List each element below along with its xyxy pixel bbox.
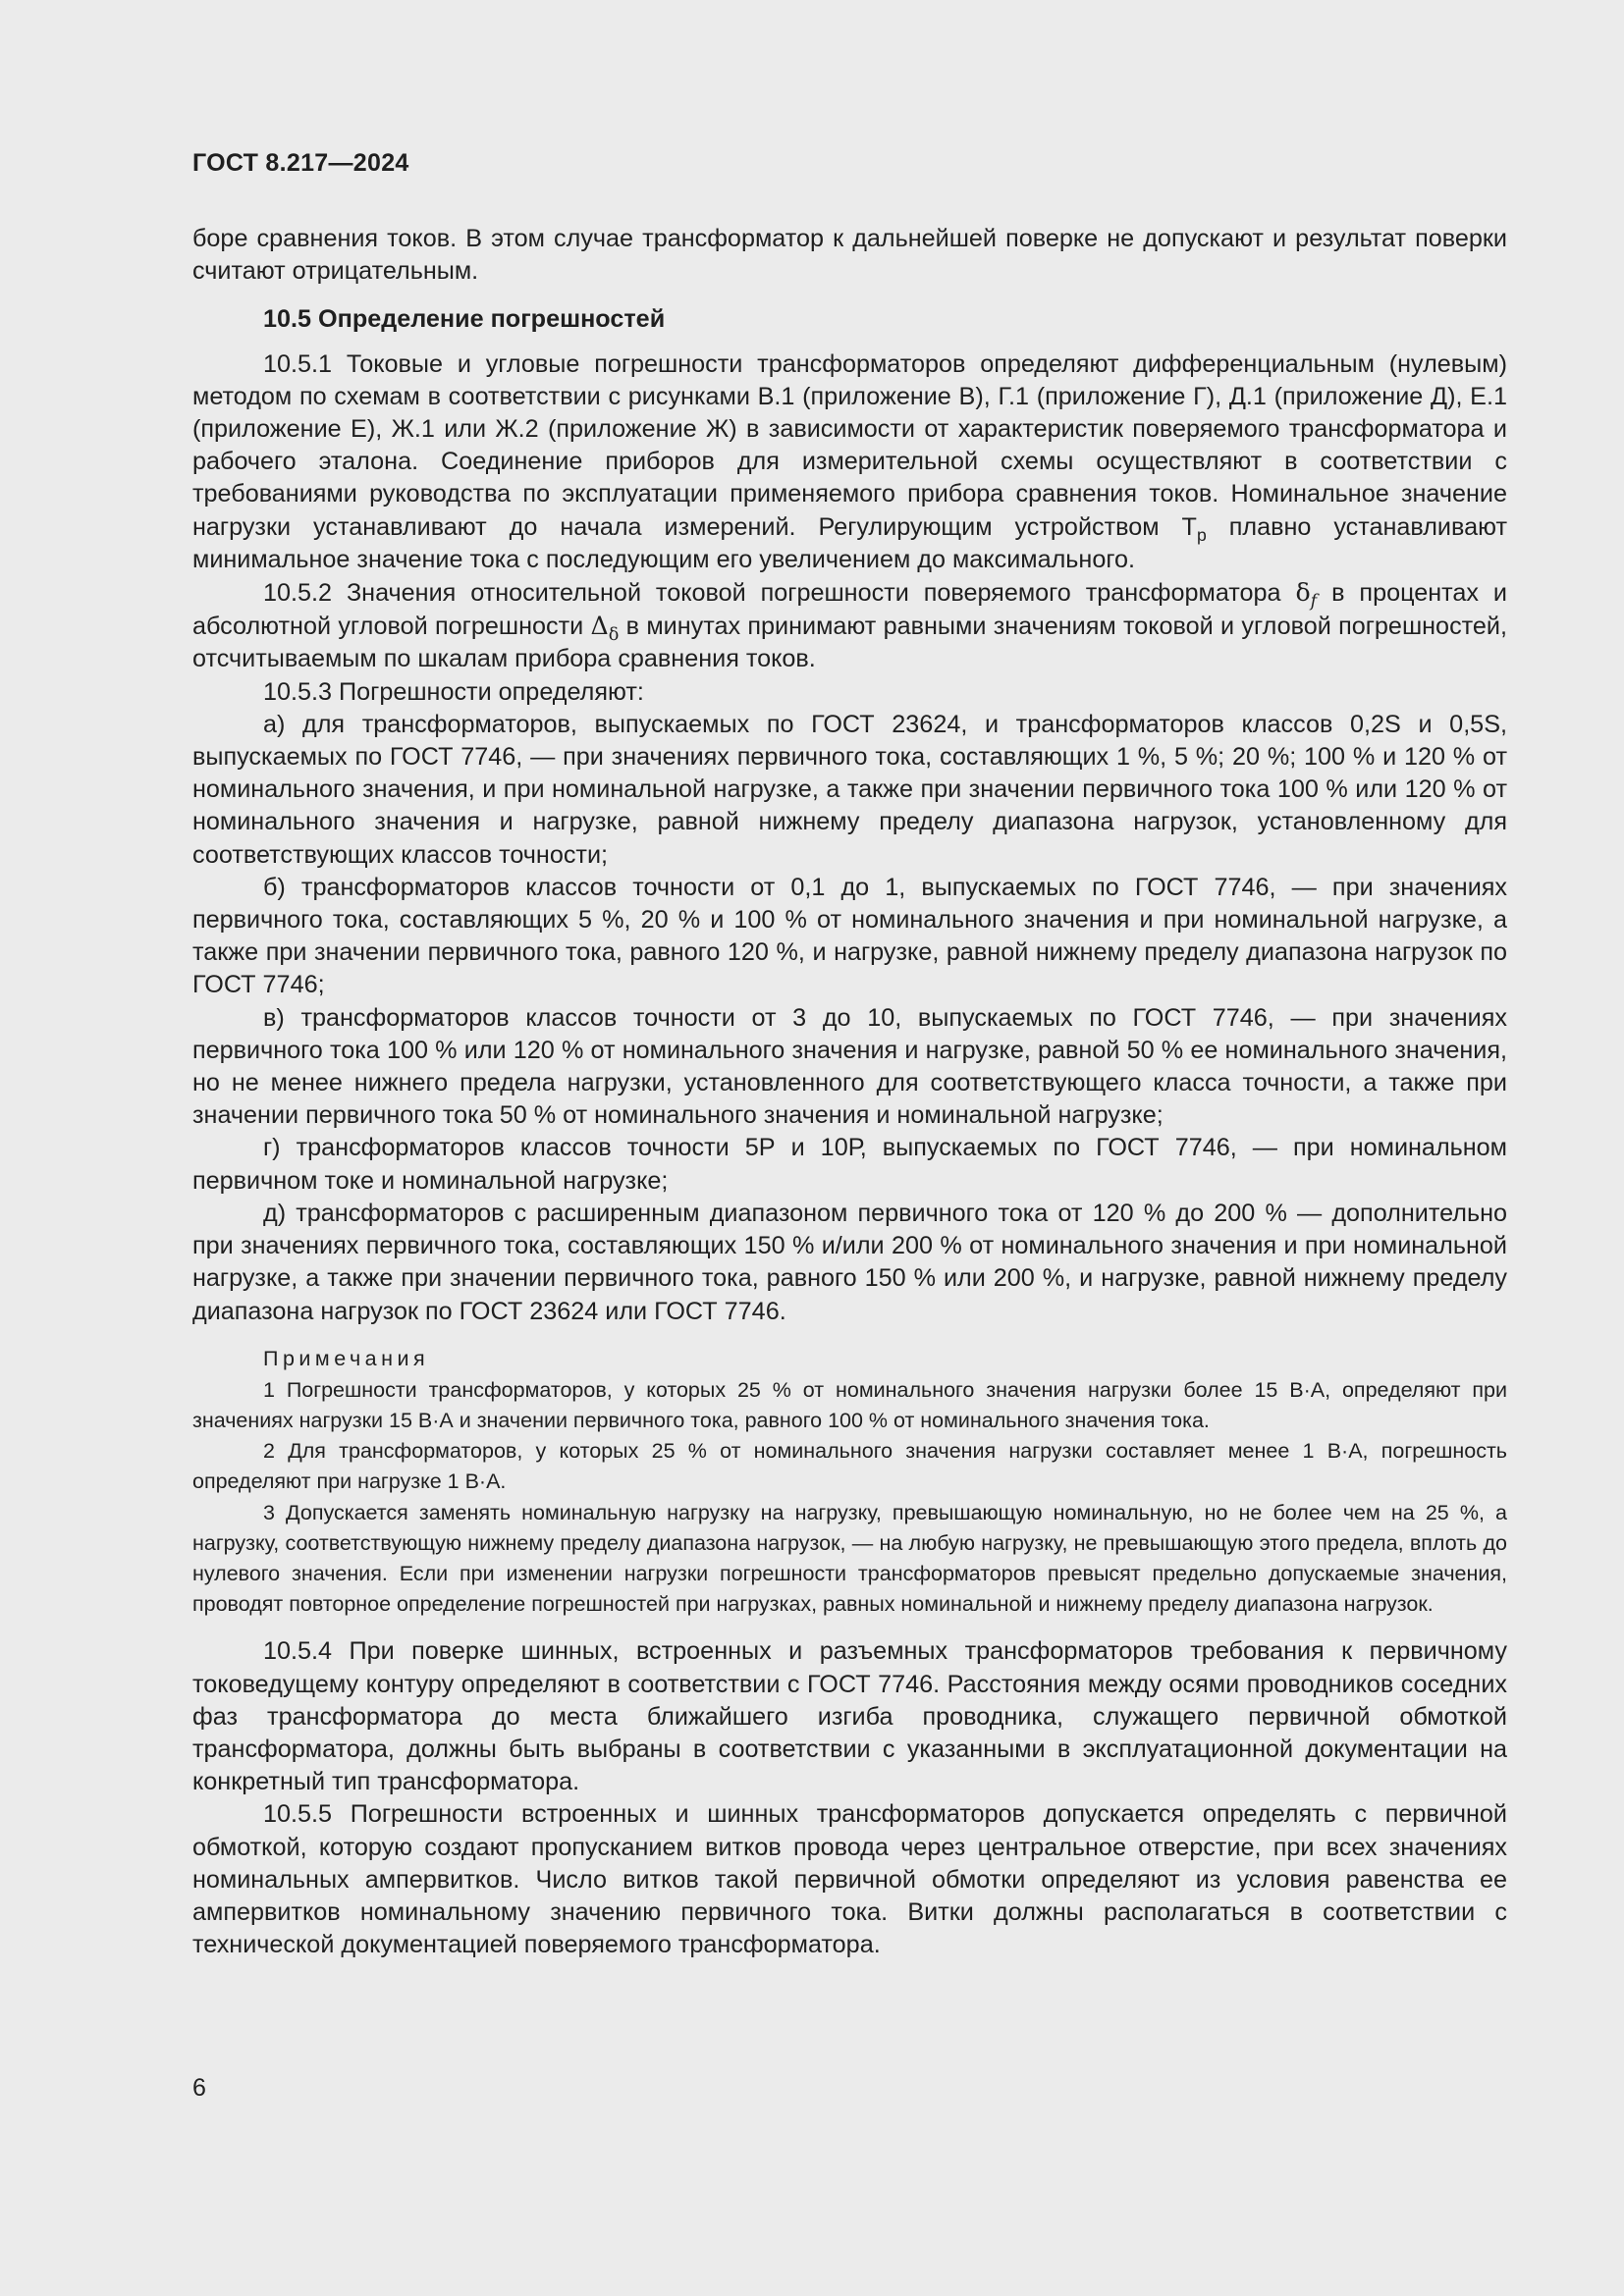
note-2: 2 Для трансформаторов, у которых 25 % от номинального значения нагрузки составляет менее 1 В·А, погрешность определяют при нагрузке 1 В·А.	[192, 1439, 1507, 1494]
clause-10-5-2	[192, 576, 1507, 676]
list-item-b: б) трансформаторов классов точности от 0,1 до 1, выпускаемых по ГОСТ 7746, — при значениях первичного тока, составляющих 5 %, 20 % и 100 % от номинального значения и при номинальной нагрузке, а также при значении первичного тока, равного 120 %, и нагрузке, равной нижнему пределу диапазона нагрузок по ГОСТ 7746;	[192, 873, 1507, 999]
list-item-c: в) трансформаторов классов точности от 3 до 10, выпускаемых по ГОСТ 7746, — при значениях первичного тока 100 % или 120 % от номинального значения и нагрузке, равной 50 % ее номинального значения, но не менее нижнего предела нагрузки, установленного для соответствующего класса точности, а также при значении первичного тока 50 % от номинального значения и номинальной нагрузке;	[192, 1003, 1507, 1130]
clause-10-5-1	[192, 348, 1507, 576]
list-item-e: д) трансформаторов с расширенным диапазоном первичного тока от 120 % до 200 % — дополнительно при значениях первичного тока, составляющих 150 % и/или 200 % от номинального значения и при номинальной нагрузке, а также при значении первичного тока, равного 150 % или 200 %, и нагрузке, равной нижнему пределу диапазона нагрузок по ГОСТ 23624 или ГОСТ 7746.	[192, 1199, 1507, 1325]
clause-10-5-2-text-c: в минутах принимают равными значениям токовой и угловой погрешностей, отсчитываемым по шкалам прибора сравнения токов.	[192, 613, 1507, 673]
section-title: 10.5 Определение погрешностей	[263, 305, 666, 334]
continued-paragraph: боре сравнения токов. В этом случае трансформатор к дальнейшей поверке не допускают и результат поверки считают отрицательным.	[192, 225, 1507, 286]
symbol-delta-f: δ	[1295, 578, 1311, 608]
list-item-d: г) трансформаторов классов точности 5Р и 10Р, выпускаемых по ГОСТ 7746, — при номинальном первичном токе и номинальной нагрузке;	[192, 1134, 1507, 1195]
page-content	[192, 223, 1507, 1961]
clause-10-5-5: 10.5.5 Погрешности встроенных и шинных трансформаторов допускается определять с первичной обмоткой, которую создают пропусканием витков провода через центральное отверстие, при всех значениях номинальных ампервитков. Число витков такой первичной обмотки определяют из условия равенства ее ампервитков номинальному значению первичного тока. Витки должны располагаться в соответствии с технической документацией поверяемого трансформатора.	[192, 1800, 1507, 1959]
clause-10-5-2-text-b: в процентах и абсолютной угловой погрешности	[192, 579, 1508, 641]
document-header: ГОСТ 8.217—2024	[192, 149, 409, 177]
clause-10-5-2-text-a: 10.5.2 Значения относительной токовой погрешности поверяемого трансформатора	[263, 579, 1296, 608]
clause-10-5-1-text-b: плавно устанавливают минимальное значение тока с последующим его увеличением до максимального.	[192, 512, 1507, 573]
subscript-delta: δ	[608, 625, 620, 646]
subscript-f: f	[1310, 592, 1318, 613]
list-item-a: а) для трансформаторов, выпускаемых по ГОСТ 23624, и трансформаторов классов 0,2S и 0,5S, выпускаемых по ГОСТ 7746, — при значениях первичного тока, составляющих 1 %, 5 %; 20 %; 100 % и 120 % от номинального значения, и при номинальной нагрузке, а также при значении первичного тока 100 % или 120 % от номинального значения и нагрузке, равной нижнему пределу диапазона нагрузок, установленному для соответствующих классов точности;	[192, 710, 1507, 869]
note-3: 3 Допускается заменять номинальную нагрузку на нагрузку, превышающую номинальную, но не более чем на 25 %, а нагрузку, соответствующую нижнему пределу диапазона нагрузок, — на любую нагрузку, не превышающую этого предела, вплоть до нулевого значения. Если при изменении нагрузки погрешности трансформаторов превысят предельно допускаемые значения, проводят повторное определение погрешностей при нагрузках, равных номинальной и нижнему пределу диапазона нагрузок.	[192, 1500, 1507, 1617]
clause-10-5-1-text-a: 10.5.1 Токовые и угловые погрешности трансформаторов определяют дифференциальным (нулевым) методом по схемам в соответствии с рисунками В.1 (приложение В), Г.1 (приложение Г), Д.1 (приложение Д), Е.1 (приложение Е), Ж.1 или Ж.2 (приложение Ж) в зависимости от характеристик поверяемого трансформатора и рабочего эталона. Соединение приборов для измерительной схемы осуществляют в соответствии с требованиями руководства по эксплуатации применяемого прибора сравнения токов. Номинальное значение нагрузки устанавливают до начала измерений. Регулирующим устройством Т	[192, 349, 1507, 541]
clause-10-5-4: 10.5.4 При поверке шинных, встроенных и разъемных трансформаторов требования к первичному токоведущему контуру определяют в соответствии с ГОСТ 7746. Расстояния между осями проводников соседних фаз трансформатора до места ближайшего изгиба проводника, служащего первичной обмоткой трансформатора, должны быть выбраны в соответствии с указанными в эксплуатационной документации на конкретный тип трансформатора.	[192, 1637, 1507, 1796]
clause-10-5-3: 10.5.3 Погрешности определяют:	[263, 677, 644, 706]
page-number: 6	[192, 2074, 206, 2102]
note-1: 1 Погрешности трансформаторов, у которых 25 % от номинального значения нагрузки более 15 В·А, определяют при значениях нагрузки 15 В·А и значении первичного тока, равного 100 % от номинального значения тока.	[192, 1377, 1507, 1432]
subscript-p: р	[1196, 524, 1207, 545]
notes-title: Примечания	[263, 1346, 430, 1370]
symbol-capital-delta: Δ	[590, 612, 609, 641]
